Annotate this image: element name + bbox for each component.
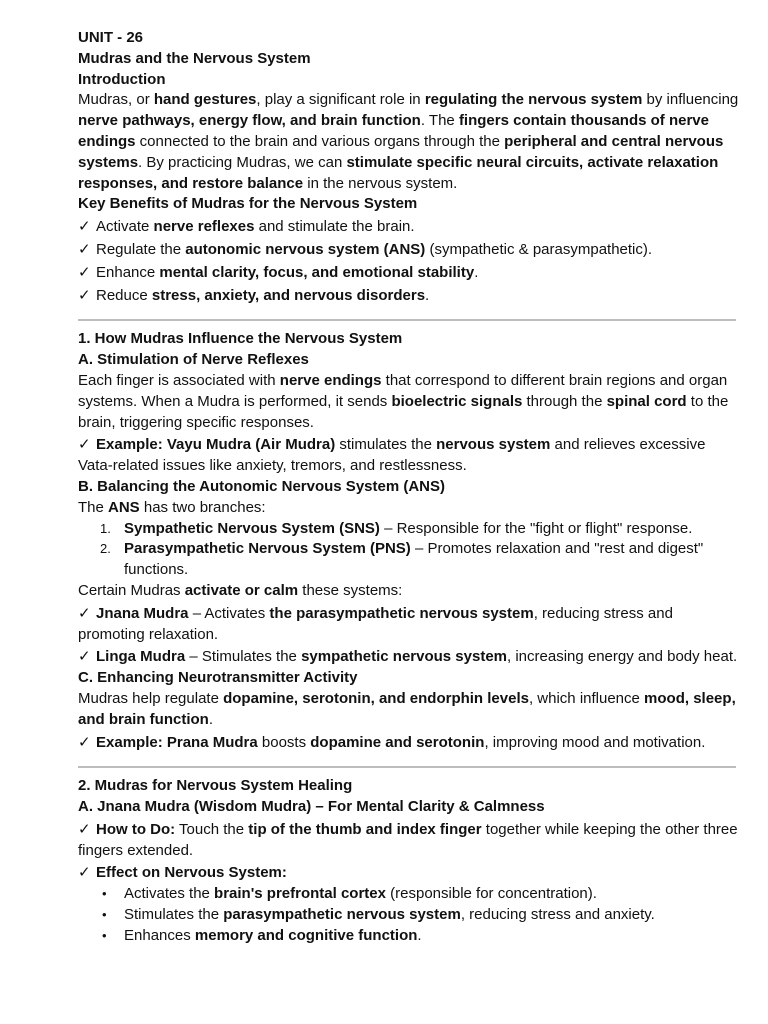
- page-title: Mudras and the Nervous System: [78, 49, 311, 67]
- section1-b-heading: B. Balancing the Autonomic Nervous System (ANS): [78, 477, 446, 495]
- list-item: 1. Sympathetic Nervous System (SNS) – Responsible for the "fight or flight" response.: [100, 519, 693, 537]
- list-item: • Stimulates the parasympathetic nervous system, reducing stress and anxiety.: [124, 905, 742, 926]
- check-icon: ✓: [78, 604, 91, 622]
- benefit-item: ✓ Reduce stress, anxiety, and nervous disorders.: [78, 286, 742, 307]
- intro-paragraph: Mudras, or hand gestures, play a significant role in regulating the nervous system by influencing nerve pathways, energy flow, and brain function. The fingers contain thousands of nerve endings connected to the brain and various organs through the peripheral and central nervous systems. By practicing Mudras, we can stimulate specific neural circuits, activate relaxation responses, and restore balance in the nervous system.: [78, 91, 739, 192]
- section-divider: [78, 766, 736, 768]
- section2-heading: 2. Mudras for Nervous System Healing: [78, 777, 353, 795]
- check-icon: ✓: [78, 218, 91, 236]
- section1-heading: 1. How Mudras Influence the Nervous System: [78, 330, 403, 348]
- check-icon: ✓: [78, 263, 91, 281]
- check-icon: ✓: [78, 733, 91, 751]
- section1-b-intro: The ANS has two branches:: [78, 498, 266, 516]
- benefit-item: ✓ Regulate the autonomic nervous system (ANS) (sympathetic & parasympathetic).: [78, 240, 742, 261]
- section1-b-certain: Certain Mudras activate or calm these systems:: [78, 581, 403, 599]
- linga-mudra-item: ✓ Linga Mudra – Stimulates the sympathetic nervous system, increasing energy and body heat.: [78, 647, 742, 668]
- section1-a-heading: A. Stimulation of Nerve Reflexes: [78, 351, 309, 369]
- benefit-item: ✓ Activate nerve reflexes and stimulate the brain.: [78, 217, 742, 238]
- list-item: • Activates the brain's prefrontal cortex (responsible for concentration).: [124, 884, 742, 905]
- section1-a-paragraph: Each finger is associated with nerve endings that correspond to different brain regions and organ systems. When a Mudra is performed, it sends bioelectric signals through the spinal cord to the brain, triggering specific responses.: [78, 371, 729, 431]
- benefits-heading: Key Benefits of Mudras for the Nervous System: [78, 195, 418, 213]
- check-icon: ✓: [78, 286, 91, 304]
- how-to-do: ✓ How to Do: Touch the tip of the thumb and index finger together while keeping the other three fingers extended.: [78, 820, 738, 859]
- check-icon: ✓: [78, 436, 91, 454]
- document-page: [78, 28, 742, 947]
- check-icon: ✓: [78, 864, 91, 882]
- unit-label: UNIT - 26: [78, 29, 144, 46]
- benefit-item: ✓ Enhance mental clarity, focus, and emotional stability.: [78, 263, 742, 284]
- check-icon: ✓: [78, 240, 91, 258]
- section1-c-paragraph: Mudras help regulate dopamine, serotonin, and endorphin levels, which influence mood, sleep, and brain function.: [78, 689, 736, 728]
- intro-heading: Introduction: [78, 70, 166, 88]
- section-divider: [78, 319, 736, 321]
- section2-a-heading: A. Jnana Mudra (Wisdom Mudra) – For Mental Clarity & Calmness: [78, 798, 545, 816]
- effects-list: [78, 884, 742, 946]
- check-icon: ✓: [78, 820, 91, 838]
- example-vayu: ✓ Example: Vayu Mudra (Air Mudra) stimulates the nervous system and relieves excessive Vata-related issues like anxiety, tremors, and restlessness.: [78, 436, 706, 475]
- list-item: • Enhances memory and cognitive function.: [124, 926, 742, 947]
- example-prana: ✓ Example: Prana Mudra boosts dopamine and serotonin, improving mood and motivation.: [78, 733, 742, 754]
- section1-c-heading: C. Enhancing Neurotransmitter Activity: [78, 669, 358, 687]
- ans-branch-list: [78, 519, 742, 581]
- list-item: 2. Parasympathetic Nervous System (PNS) – Promotes relaxation and "rest and digest" functions.: [100, 540, 704, 579]
- check-icon: ✓: [78, 648, 91, 666]
- jnana-mudra-item: ✓ Jnana Mudra – Activates the parasympathetic nervous system, reducing stress and promoting relaxation.: [78, 604, 673, 643]
- effect-heading: ✓ Effect on Nervous System:: [78, 863, 742, 884]
